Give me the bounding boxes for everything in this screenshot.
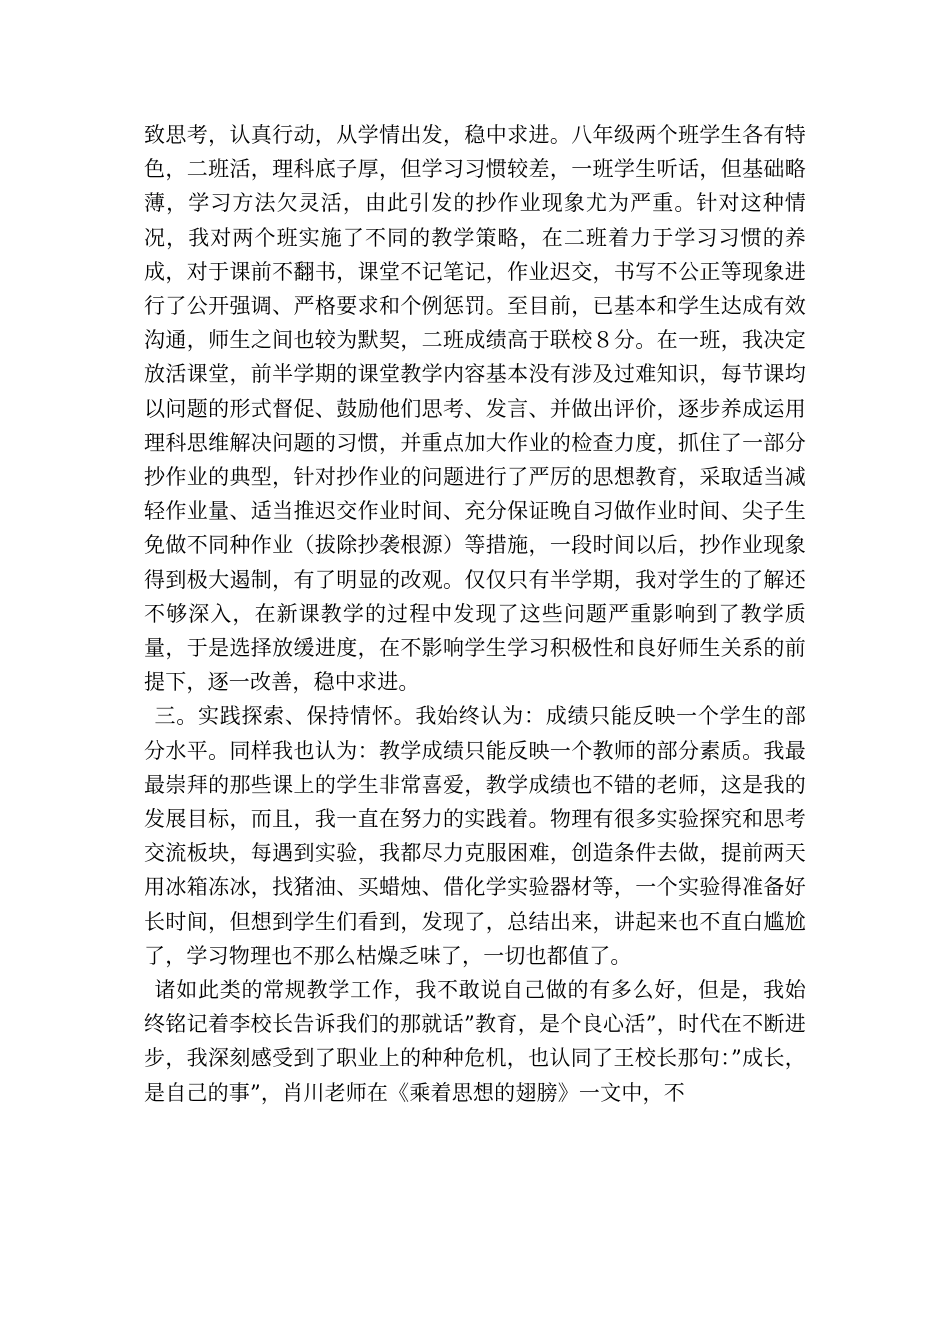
document-page: [144, 118, 806, 1110]
paragraph-classroom-strategies: 致思考，认真行动，从学情出发，稳中求进。八年级两个班学生各有特色，二班活，理科底子厚，但学习习惯较差，一班学生听话，但基础略薄，学习方法欠灵活，由此引发的抄作业现象尤为严重。针对这种情况，我对两个班实施了不同的教学策略，在二班着力于学习习惯的养成，对于课前不翻书，课堂不记笔记，作业迟交，书写不公正等现象进行了公开强调、严格要求和个例惩罚。至目前，已基本和学生达成有效沟通，师生之间也较为默契，二班成绩高于联校８分。在一班，我决定放活课堂，前半学期的课堂教学内容基本没有涉及过难知识，每节课均以问题的形式督促、鼓励他们思考、发言、并做出评价，逐步养成运用理科思维解决问题的习惯，并重点加大作业的检查力度，抓住了一部分抄作业的典型，针对抄作业的问题进行了严厉的思想教育，采取适当减轻作业量、适当推迟交作业时间、充分保证晚自习做作业时间、尖子生免做不同种作业（拔除抄袭根源）等措施，一段时间以后，抄作业现象得到极大遏制，有了明显的改观。仅仅只有半学期，我对学生的了解还不够深入，在新课教学的过程中发现了这些问题严重影响到了教学质量，于是选择放缓进度，在不影响学生学习积极性和良好师生关系的前提下，逐一改善，稳中求进。: [144, 123, 806, 695]
paragraph-routine-teaching-work: 诸如此类的常规教学工作，我不敢说自己做的有多么好，但是，我始终铭记着李校长告诉我们的那就话”教育，是个良心活”，时代在不断进步，我深刻感受到了职业上的种种危机，也认同了王校长那句：”成长，是自己的事”，肖川老师在《乘着思想的翅膀》一文中，不: [144, 978, 806, 1105]
paragraph-practice-exploration: 三。实践探索、保持情怀。我始终认为：成绩只能反映一个学生的部分水平。同样我也认为：教学成绩只能反映一个教师的部分素质。我最最崇拜的那些课上的学生非常喜爱，教学成绩也不错的老师，这是我的发展目标，而且，我一直在努力的实践着。物理有很多实验探究和思考交流板块，每遇到实验，我都尽力克服困难，创造条件去做，提前两天用冰箱冻冰，找猪油、买蜡烛、借化学实验器材等，一个实验得准备好长时间，但想到学生们看到，发现了，总结出来，讲起来也不直白尴尬了，学习物理也不那么枯燥乏味了，一切也都值了。: [144, 704, 806, 968]
